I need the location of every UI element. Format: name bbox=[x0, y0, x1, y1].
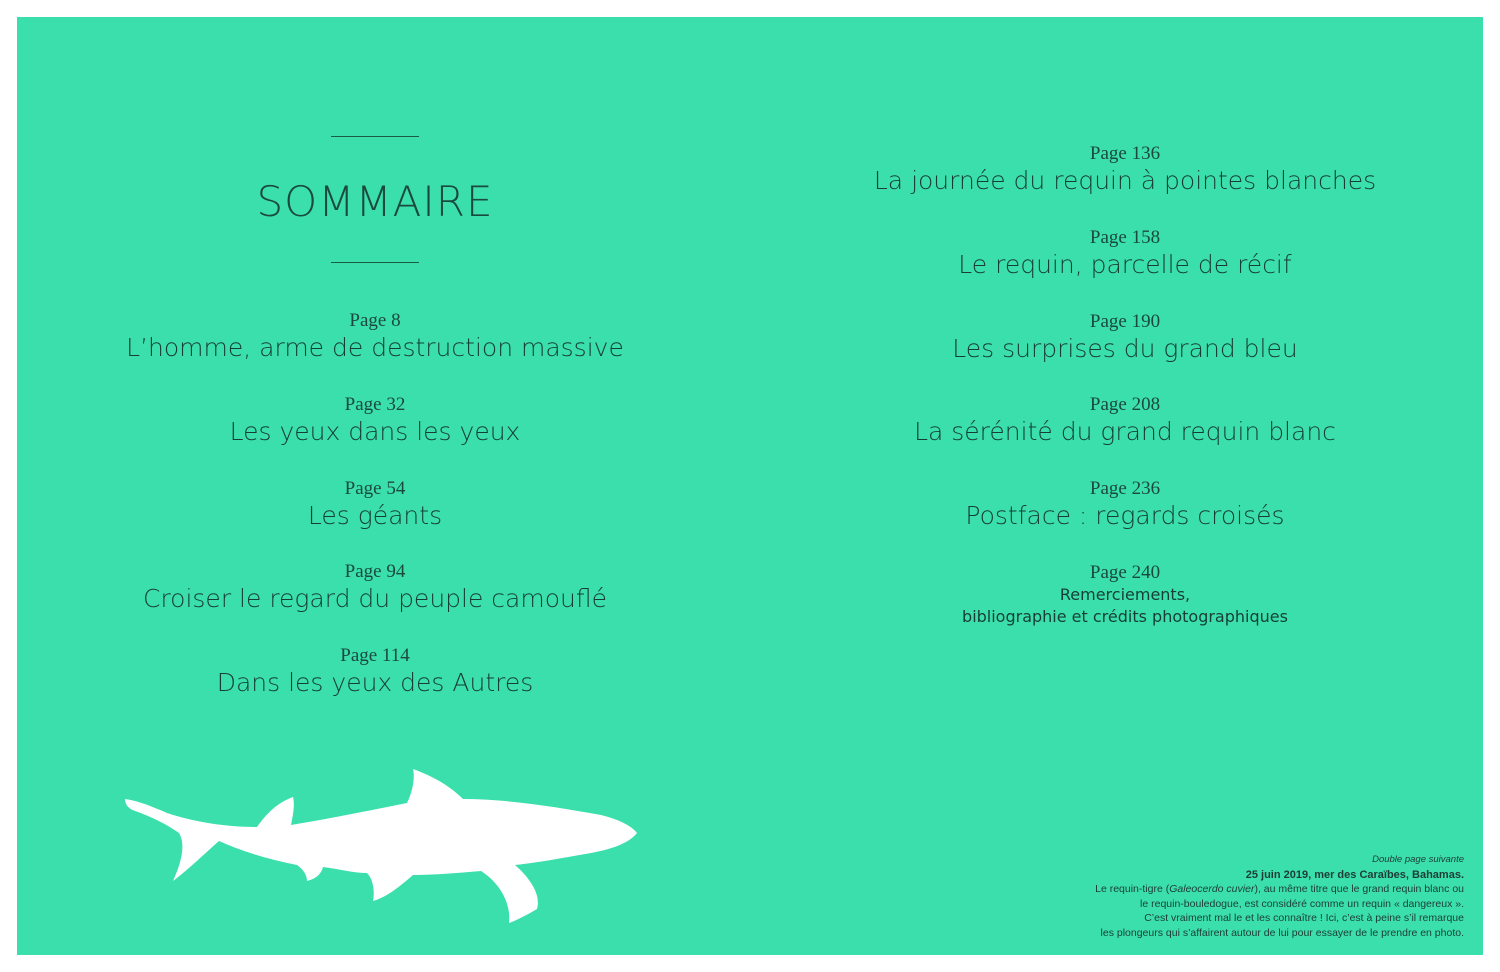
toc-entry[interactable] bbox=[825, 562, 1425, 628]
toc-page-number: Page 94 bbox=[344, 561, 406, 582]
toc-entry[interactable] bbox=[125, 394, 625, 448]
book-spread bbox=[17, 17, 1483, 955]
toc-chapter-title: La journée du requin à pointes blanches bbox=[873, 166, 1377, 195]
photo-caption bbox=[904, 853, 1464, 941]
toc-page-number: Page 136 bbox=[1089, 143, 1161, 164]
toc-entry[interactable] bbox=[125, 310, 625, 364]
toc-page-number: Page 8 bbox=[349, 310, 401, 331]
page-title: SOMMAIRE bbox=[256, 177, 494, 226]
toc-chapter-title: Les yeux dans les yeux bbox=[229, 417, 521, 446]
toc-page-number: Page 190 bbox=[1089, 311, 1161, 332]
caption-line: les plongeurs qui s’affairent autour de lui pour essayer de le prendre en photo. bbox=[1100, 926, 1464, 939]
caption-line: C’est vraiment mal le et les connaître ! Ici, c’est à peine s’il remarque bbox=[1144, 912, 1464, 925]
toc-entry[interactable] bbox=[825, 311, 1425, 365]
toc-chapter-title: Le requin, parcelle de récif bbox=[958, 250, 1292, 279]
toc-entry[interactable] bbox=[125, 645, 625, 699]
toc-page-number: Page 114 bbox=[340, 645, 410, 666]
toc-chapter-title: Dans les yeux des Autres bbox=[216, 668, 534, 697]
toc-chapter-title: Postface : regards croisés bbox=[965, 501, 1285, 530]
caption-species-name: Galeocerdo cuvier bbox=[1169, 883, 1255, 896]
caption-text: Le requin-tigre ( bbox=[1095, 883, 1170, 896]
toc-chapter-title-line2: bibliographie et crédits photographiques bbox=[962, 607, 1288, 626]
toc-chapter-title: L’homme, arme de destruction massive bbox=[126, 333, 624, 362]
title-rule-top bbox=[331, 136, 419, 137]
toc-chapter-title-line1: Remerciements, bbox=[1059, 585, 1191, 604]
toc-page-number: Page 208 bbox=[1089, 394, 1161, 415]
toc-entry[interactable] bbox=[825, 478, 1425, 532]
toc-entry[interactable] bbox=[825, 394, 1425, 448]
title-rule-bottom bbox=[331, 262, 419, 263]
shark-silhouette-icon bbox=[117, 747, 637, 927]
caption-line: le requin-bouledogue, est considéré comme un requin « dangereux ». bbox=[1140, 897, 1464, 910]
toc-chapter-title: La sérénité du grand requin blanc bbox=[914, 417, 1336, 446]
toc-entry[interactable] bbox=[125, 478, 625, 532]
caption-location-date: 25 juin 2019, mer des Caraïbes, Bahamas. bbox=[1245, 868, 1464, 881]
caption-line bbox=[904, 882, 1464, 897]
caption-kicker: Double page suivante bbox=[1372, 854, 1464, 865]
toc-chapter-title: Les surprises du grand bleu bbox=[952, 334, 1298, 363]
toc-chapter-title: Croiser le regard du peuple camouflé bbox=[142, 584, 607, 613]
toc-page-number: Page 236 bbox=[1089, 478, 1161, 499]
toc-page-number: Page 240 bbox=[1089, 562, 1161, 583]
toc-page-number: Page 32 bbox=[344, 394, 406, 415]
toc-chapter-title: Les géants bbox=[307, 501, 443, 530]
toc-page-number: Page 158 bbox=[1089, 227, 1161, 248]
toc-entry[interactable] bbox=[825, 143, 1425, 197]
toc-entry[interactable] bbox=[125, 561, 625, 615]
toc-page-number: Page 54 bbox=[344, 478, 406, 499]
toc-entry[interactable] bbox=[825, 227, 1425, 281]
caption-text: ), au même titre que le grand requin blanc ou bbox=[1254, 883, 1464, 896]
